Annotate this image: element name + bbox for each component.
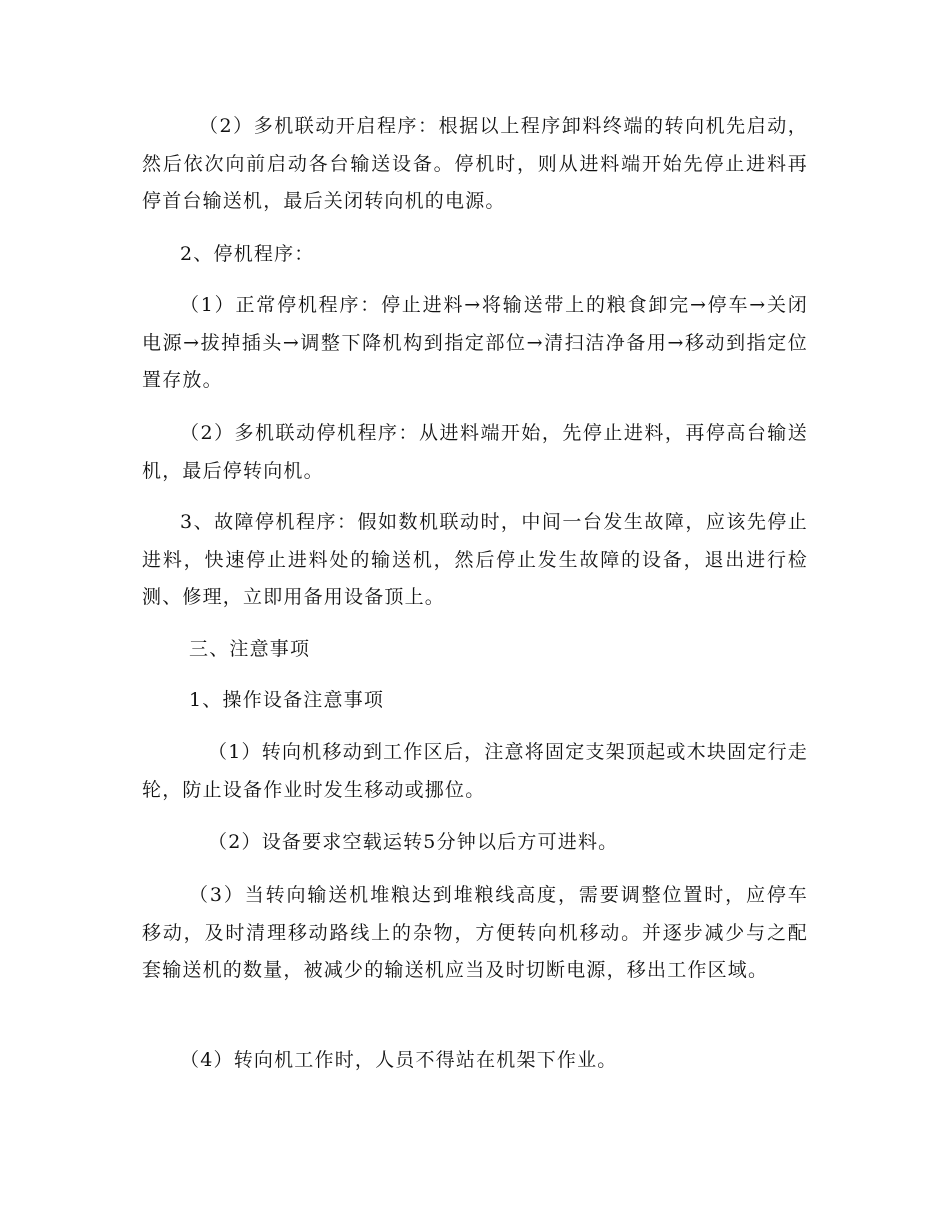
paragraph-normal-stop: （1）正常停机程序：停止进料→将输送带上的粮食卸完→停车→关闭电源→拔掉插头→调整下降机构到指定部位→清扫洁净备用→移动到指定位置存放。 — [142, 294, 808, 391]
paragraph-precaution-1: （1）转向机移动到工作区后，注意将固定支架顶起或木块固定行走轮，防止设备作业时发生移动或挪位。 — [142, 741, 808, 801]
paragraph-stop-procedure-heading: 2、停机程序： — [180, 243, 315, 265]
paragraph-multi-machine-stop: （2）多机联动停机程序：从进料端开始，先停止进料，再停高台输送机，最后停转向机。 — [142, 422, 808, 482]
paragraph-equipment-precautions-heading: 1、操作设备注意事项 — [189, 689, 385, 711]
paragraph-precaution-3: （3）当转向输送机堆粮达到堆粮线高度，需要调整位置时，应停车移动，及时清理移动路线上的杂物，方便转向机移动。并逐步减少与之配套输送机的数量，被减少的输送机应当及时切断电源，移出工作区域。 — [142, 884, 808, 981]
paragraph-section-precautions: 三、注意事项 — [189, 638, 311, 660]
paragraph-precaution-4: （4）转向机工作时，人员不得站在机架下作业。 — [180, 1049, 618, 1071]
paragraph-fault-stop: 3、故障停机程序：假如数机联动时，中间一台发生故障，应该先停止进料，快速停止进料处的输送机，然后停止发生故障的设备，退出进行检测、修理，立即用备用设备顶上。 — [142, 511, 808, 608]
paragraph-multi-machine-start: （2）多机联动开启程序：根据以上程序卸料终端的转向机先启动，然后依次向前启动各台输送设备。停机时，则从进料端开始先停止进料再停首台输送机，最后关闭转向机的电源。 — [142, 115, 808, 212]
paragraph-precaution-2: （2）设备要求空载运转5分钟以后方可进料。 — [208, 831, 619, 853]
